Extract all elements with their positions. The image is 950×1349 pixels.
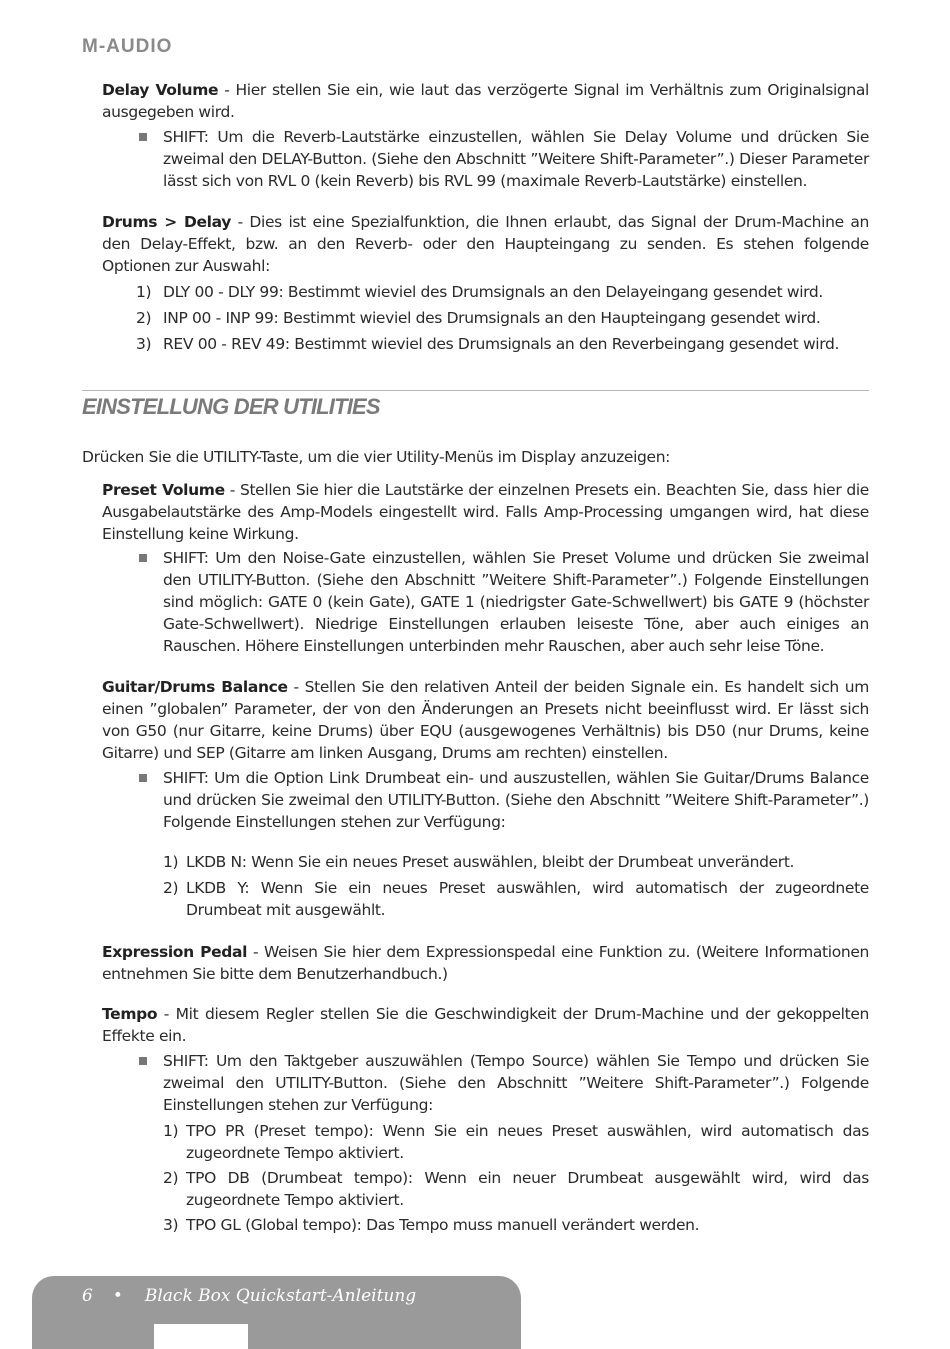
page-number: 6 (82, 1286, 93, 1306)
drums-delay-option-3: 3) REV 00 - REV 49: Bestimmt wieviel des Drumsignals an den Reverbeingang gesendet wird. (136, 335, 840, 353)
guitar-drums-option-2: 2) LKDB Y: Wenn Sie ein neues Preset auswählen, wird automatisch der zugeordnete Drumbeat mit ausgewählt. (163, 879, 869, 919)
guitar-drums-text: - Stellen Sie den relativen Anteil der beiden Signale ein. Es handelt sich um einen ”globalen” Parameter, der von den Änderungen an Presets nicht beeinflusst wird. Er lässt sich von G50 (nur Gitarre, keine Drums) über EQU (ausgewogenes Verhältnis) bis D50 (nur Drums, keine Gitarre) und SEP (Gitarre am linken Ausgang, Drums am rechten) einstellen. (102, 678, 869, 762)
tempo-shift-bullet: SHIFT: Um den Taktgeber auszuwählen (Tempo Source) wählen Sie Tempo und drücken Sie zweimal den UTILITY-Button. (Siehe den Abschnitt ”Weitere Shift-Parameter”.) Folgende Einstellungen stehen zur Verfügung: (163, 1052, 869, 1114)
section-divider (82, 390, 869, 391)
preset-volume-term: Preset Volume (102, 481, 225, 499)
footer-white-box (154, 1324, 248, 1349)
section-heading: EINSTELLUNG DER UTILITIES (82, 394, 380, 419)
drums-delay-option-2: 2) INP 00 - INP 99: Bestimmt wieviel des Drumsignals an den Haupteingang gesendet wird. (136, 309, 821, 327)
tempo-option-1: 1) TPO PR (Preset tempo): Wenn Sie ein neues Preset auswählen, wird automatisch das zugeordnete Tempo aktiviert. (163, 1122, 869, 1162)
tempo-option-3: 3) TPO GL (Global tempo): Das Tempo muss manuell verändert werden. (163, 1216, 700, 1234)
section-intro: Drücken Sie die UTILITY-Taste, um die vier Utility-Menüs im Display anzuzeigen: (82, 448, 671, 466)
tempo-term: Tempo (102, 1005, 158, 1023)
footer-separator: • (112, 1286, 123, 1306)
drums-delay-paragraph (102, 211, 869, 277)
preset-volume-paragraph (102, 479, 869, 545)
expression-pedal-term: Expression Pedal (102, 943, 248, 961)
guitar-drums-paragraph (102, 676, 869, 764)
preset-volume-shift-bullet: SHIFT: Um den Noise-Gate einzustellen, wählen Sie Preset Volume und drücken Sie zweimal den UTILITY-Button. (Siehe den Abschnitt ”Weitere Shift-Parameter”.) Folgende Einstellungen sind möglich: GATE 0 (kein Gate), GATE 1 (niedrigster Gate-Schwellwert) bis GATE 9 (höchster Gate-Schwellwert). Niedrige Einstellungen erlauben leiseste Töne, aber auch einiges an Rauschen. Höhere Einstellungen unterbinden mehr Rauschen, aber auch sehr leise Töne. (163, 549, 869, 655)
delay-volume-shift-bullet: SHIFT: Um die Reverb-Lautstärke einzustellen, wählen Sie Delay Volume und drücken Sie zweimal den DELAY-Button. (Siehe den Abschnitt ”Weitere Shift-Parameter”.) Dieser Parameter lässt sich von RVL 0 (kein Reverb) bis RVL 99 (maximale Reverb-Lautstärke) einstellen. (163, 128, 869, 190)
tempo-option-2: 2) TPO DB (Drumbeat tempo): Wenn ein neuer Drumbeat ausgewählt wird, wird das zugeordnete Tempo aktiviert. (163, 1169, 869, 1209)
guitar-drums-shift-bullet: SHIFT: Um die Option Link Drumbeat ein- und auszustellen, wählen Sie Guitar/Drums Balance und drücken Sie zweimal den UTILITY-Button. (Siehe den Abschnitt ”Weitere Shift-Parameter”.) Folgende Einstellungen stehen zur Verfügung: (163, 769, 869, 831)
tempo-paragraph (102, 1003, 869, 1047)
delay-volume-term: Delay Volume (102, 81, 219, 99)
guitar-drums-term: Guitar/Drums Balance (102, 678, 288, 696)
expression-pedal-paragraph (102, 941, 869, 985)
tempo-text: - Mit diesem Regler stellen Sie die Geschwindigkeit der Drum-Machine und der gekoppelten Effekte ein. (102, 1005, 869, 1045)
drums-delay-option-1: 1) DLY 00 - DLY 99: Bestimmt wieviel des Drumsignals an den Delayeingang gesendet wird. (136, 283, 823, 301)
delay-volume-text: - Hier stellen Sie ein, wie laut das verzögerte Signal im Verhältnis zum Originalsignal ausgegeben wird. (102, 81, 869, 121)
expression-pedal-text: - Weisen Sie hier dem Expressionspedal eine Funktion zu. (Weitere Informationen entnehmen Sie bitte dem Benutzerhandbuch.) (102, 943, 869, 983)
footer-label (82, 1286, 416, 1306)
footer-title: Black Box Quickstart-Anleitung (144, 1286, 417, 1306)
m-audio-logo: M-AUDIO (82, 36, 173, 57)
preset-volume-text: - Stellen Sie hier die Lautstärke der einzelnen Presets ein. Beachten Sie, dass hier die Ausgabelautstärke des Amp-Models eingestellt wird. Falls Amp-Processing umgangen wird, hat diese Einstellung keine Wirkung. (102, 481, 869, 543)
guitar-drums-option-1: 1) LKDB N: Wenn Sie ein neues Preset auswählen, bleibt der Drumbeat unverändert. (163, 853, 795, 871)
drums-delay-text: - Dies ist eine Spezialfunktion, die Ihnen erlaubt, das Signal der Drum-Machine an den Delay-Effekt, bzw. an den Reverb- oder den Haupteingang zu senden. Es stehen folgende Optionen zur Auswahl: (102, 213, 869, 275)
drums-delay-term: Drums > Delay (102, 213, 231, 231)
delay-volume-paragraph (102, 79, 869, 123)
